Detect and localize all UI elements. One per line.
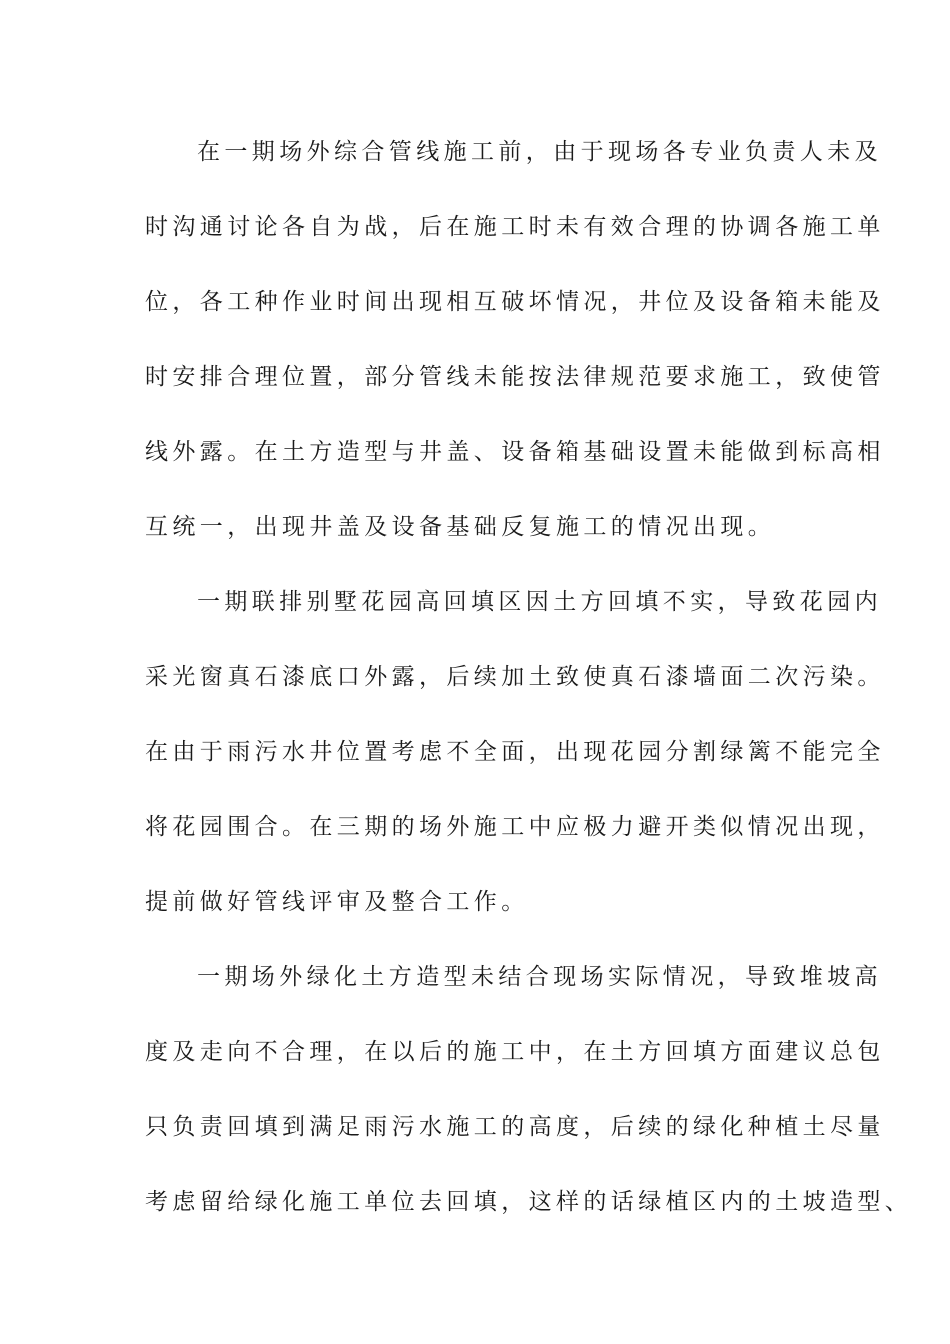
paragraph-3-line-3: 只负责回填到满足雨污水施工的高度，后续的绿化种植土尽量 — [145, 1114, 885, 1140]
paragraph-3-line-1: 一期场外绿化土方造型未结合现场实际情况，导致堆坡高 — [197, 964, 882, 990]
paragraph-2-line-2: 采光窗真石漆底口外露，后续加土致使真石漆墙面二次污染。 — [145, 664, 885, 690]
paragraph-2-line-1: 一期联排别墅花园高回填区因土方回填不实，导致花园内 — [197, 589, 882, 615]
paragraph-1-line-2: 时沟通讨论各自为战，后在施工时未有效合理的协调各施工单 — [145, 214, 885, 240]
paragraph-1-line-6: 互统一，出现井盖及设备基础反复施工的情况出现。 — [145, 514, 776, 540]
paragraph-2-line-3: 在由于雨污水井位置考虑不全面，出现花园分割绿篱不能完全 — [145, 739, 885, 765]
paragraph-3-line-4: 考虑留给绿化施工单位去回填，这样的话绿植区内的土坡造型、 — [145, 1189, 913, 1215]
paragraph-2-line-5: 提前做好管线评审及整合工作。 — [145, 889, 529, 915]
paragraph-1-line-4: 时安排合理位置，部分管线未能按法律规范要求施工，致使管 — [145, 364, 885, 390]
paragraph-2-line-4: 将花园围合。在三期的场外施工中应极力避开类似情况出现， — [145, 814, 885, 840]
paragraph-3-line-2: 度及走向不合理，在以后的施工中，在土方回填方面建议总包 — [145, 1039, 885, 1065]
paragraph-1-line-1: 在一期场外综合管线施工前，由于现场各专业负责人未及 — [197, 139, 882, 165]
paragraph-1-line-3: 位，各工种作业时间出现相互破坏情况，井位及设备箱未能及 — [145, 289, 885, 315]
paragraph-1-line-5: 线外露。在土方造型与井盖、设备箱基础设置未能做到标高相 — [145, 439, 885, 465]
